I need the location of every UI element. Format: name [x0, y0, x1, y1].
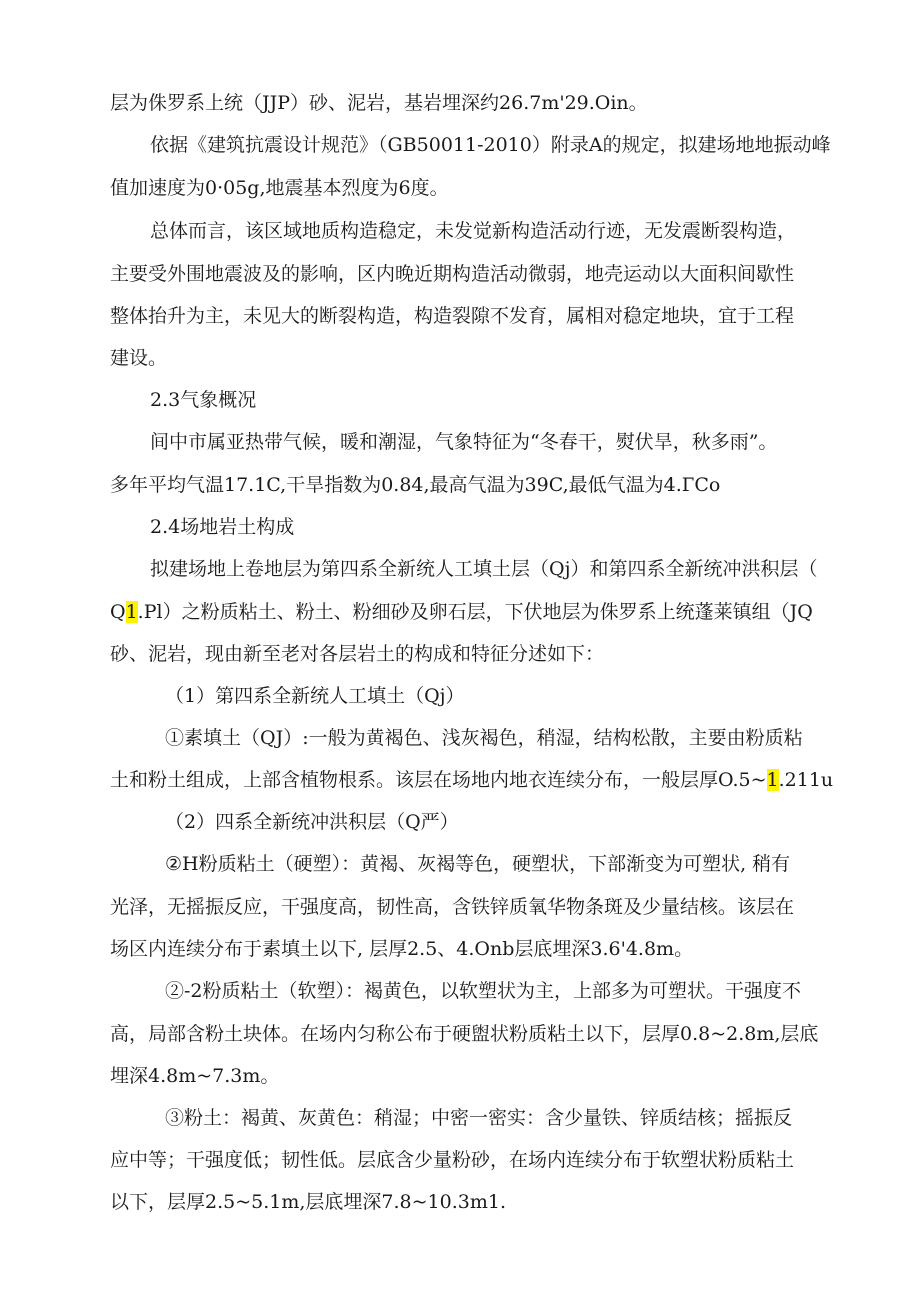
text-line-7: 建设。 — [110, 347, 168, 369]
text-line-13-body: 之粉质粘土、粉土、粉细砂及卵石层，下伏地层为侏罗系上统蓬莱镇组（JQ — [181, 601, 813, 623]
section-heading-2-4: 2.4场地岩土构成 — [150, 516, 295, 538]
text-line-13 — [110, 597, 813, 627]
text-line-24: 埋深4.8m~7.3m。 — [110, 1065, 280, 1087]
text-line-14: 砂、泥岩，现由新至老对各层岩土的构成和特征分述如下： — [110, 643, 605, 665]
text-line-27: 以下，层厚2.5~5.1m,层底埋深7.8~10.3m1. — [110, 1191, 506, 1213]
text-line-16: ①素填土（QJ）:一般为黄褐色、浅灰褐色，稍湿，结构松散，主要由粉质粘 — [165, 727, 803, 749]
thickness-suffix: .211u — [778, 769, 834, 791]
text-line-3: 值加速度为0·05g,地震基本烈度为6度。 — [110, 177, 449, 199]
text-line-17 — [110, 765, 833, 795]
text-line-6: 整体抬升为主，未见大的断裂构造，构造裂隙不发育，属相对稳定地块，宜于工程 — [110, 305, 795, 327]
text-line-26: 应中等；干强度低；韧性低。层底含少量粉砂，在场内连续分布于软塑状粉质粘土 — [110, 1149, 795, 1171]
q-prefix: Q — [110, 601, 126, 623]
text-line-22: ②-2粉质粘土（软塑）：褐黄色，以软塑状为主，上部多为可塑状。干强度不 — [165, 980, 802, 1002]
q-suffix: .Pl） — [137, 601, 182, 623]
text-line-10: 多年平均气温17.1C,干旱指数为0.84,最高气温为39C,最低气温为4.ГCo — [110, 474, 721, 496]
text-line-9: 间中市属亚热带气候，暖和潮湿，气象特征为“冬春干，熨伏旱，秋多雨”。 — [150, 431, 778, 453]
text-line-2: 依据《建筑抗震设计规范》（GB50011-2010）附录A的规定，拟建场地地振动峰 — [150, 134, 831, 156]
subsection-heading-1: （1）第四系全新统人工填土（Qj） — [165, 685, 465, 707]
text-line-21: 场区内连续分布于素填土以下, 层厚2.5、4.Onb层底埋深3.6'4.8m。 — [110, 938, 694, 960]
text-line-23: 高，局部含粉土块体。在场内匀称公布于硬盥状粉质粘土以下，层厚0.8~2.8m,层底 — [110, 1023, 819, 1045]
text-line-19: ②H粉质粘土（硬塑）：黄褐、灰褐等色，硬塑状，下部渐变为可塑状, 稍有 — [165, 853, 791, 875]
highlight-mark-q: 1 — [125, 601, 138, 623]
text-line-25: ③粉土：褐黄、灰黄色：稍湿；中密一密实：含少量铁、锌质结核；摇振反 — [165, 1107, 793, 1129]
section-heading-2-3: 2.3气象概况 — [150, 389, 257, 411]
text-line-1: 层为侏罗系上统（JJP）砂、泥岩，基岩埋深约26.7m'29.Oin。 — [110, 92, 648, 114]
text-line-17-body: 土和粉土组成，上部含植物根系。该层在场地内地衣连续分布，一般层厚O.5~ — [110, 769, 767, 791]
text-line-20: 光泽，无摇振反应，干强度高，韧性高，含铁锌质氧华物条斑及少量结核。该层在 — [110, 896, 795, 918]
text-line-12: 拟建场地上卷地层为第四系全新统人工填土层（Qj）和第四系全新统冲洪积层（ — [150, 558, 818, 580]
highlight-mark-thickness: 1 — [766, 769, 779, 791]
subsection-heading-2: （2）四系全新统冲洪积层（Q严） — [165, 811, 459, 833]
text-line-5: 主要受外围地震波及的影响，区内晚近期构造活动微弱，地壳运动以大面积间歇性 — [110, 263, 795, 285]
text-line-4: 总体而言，该区域地质构造稳定，未发觉新构造活动行迹，无发震断裂构造， — [150, 220, 797, 242]
